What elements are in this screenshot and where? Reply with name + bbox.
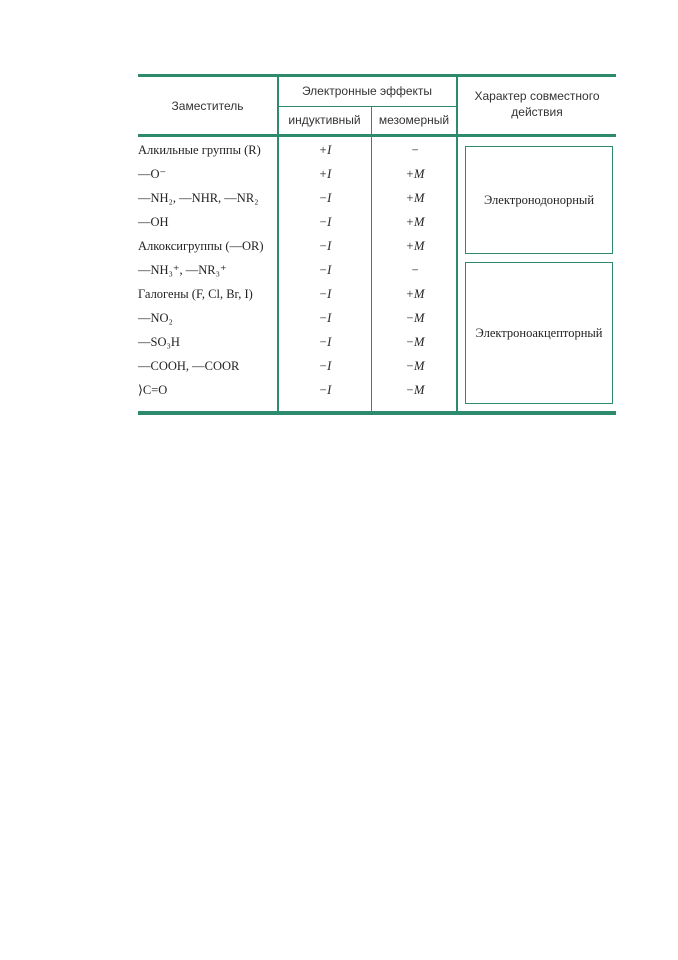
donor-group-box [465,146,613,254]
inductive-cell: −I [318,191,332,205]
mesomeric-cell: − [410,143,420,157]
inductive-cell: −I [318,335,332,349]
inductive-cell: −I [318,239,332,253]
acceptor-group-label: Электроноакцепторный [475,325,603,340]
substituent-cell: —SO₃H [138,335,180,349]
substituent-cell: —O⁻ [138,167,167,181]
acceptor-group-box [465,262,613,404]
inductive-cell: +I [318,143,332,157]
mesomeric-cell: −M [405,311,425,325]
mesomeric-cell: +M [405,191,425,205]
header-electronic-effects: Электронные эффекты [301,84,433,98]
inductive-cell: −I [318,287,332,301]
mesomeric-cell: +M [405,167,425,181]
table-row [138,162,458,186]
donor-group-label: Электронодонорный [483,192,595,207]
mesomeric-cell: +M [405,215,425,229]
substituent-cell: —NH₃⁺, —NR₃⁺ [138,263,227,277]
substituent-cell: —OH [138,215,169,229]
table-row [138,330,458,354]
inductive-cell: −I [318,263,332,277]
mesomeric-cell: −M [405,383,425,397]
header-rule [138,134,616,137]
table-row [138,234,458,258]
inductive-cell: +I [318,167,332,181]
substituent-cell: —COOH, —COOR [138,359,240,373]
table-row [138,378,458,402]
table-row [138,138,458,162]
inductive-cell: −I [318,383,332,397]
top-rule [138,74,616,77]
substituent-cell: Галогены (F, Cl, Br, I) [138,287,253,301]
substituent-effects-table [138,74,616,416]
header-combined-action: Характер совместного действия [474,89,600,119]
mesomeric-cell: − [410,263,420,277]
bottom-rule [138,411,616,415]
mesomeric-cell: +M [405,287,425,301]
table-row [138,282,458,306]
mesomeric-cell: +M [405,239,425,253]
mesomeric-cell: −M [405,335,425,349]
inductive-cell: −I [318,215,332,229]
effects-subrule [278,106,456,107]
mesomeric-cell: −M [405,359,425,373]
table-row [138,210,458,234]
header-substituent: Заместитель [171,99,244,113]
inductive-cell: −I [318,311,332,325]
table-row [138,258,458,282]
substituent-cell: Алкильные группы (R) [138,143,261,157]
table-row [138,186,458,210]
substituent-cell: —NH₂, —NHR, —NR₂ [138,191,259,205]
inductive-cell: −I [318,359,332,373]
header-inductive: индуктивный [288,113,361,127]
table-row [138,354,458,378]
table-row [138,306,458,330]
header-mesomeric: мезомерный [378,113,450,127]
substituent-cell: —NO₂ [138,311,173,325]
substituent-cell: ⟩C=O [138,383,168,397]
substituent-cell: Алкоксигруппы (—OR) [138,239,264,253]
